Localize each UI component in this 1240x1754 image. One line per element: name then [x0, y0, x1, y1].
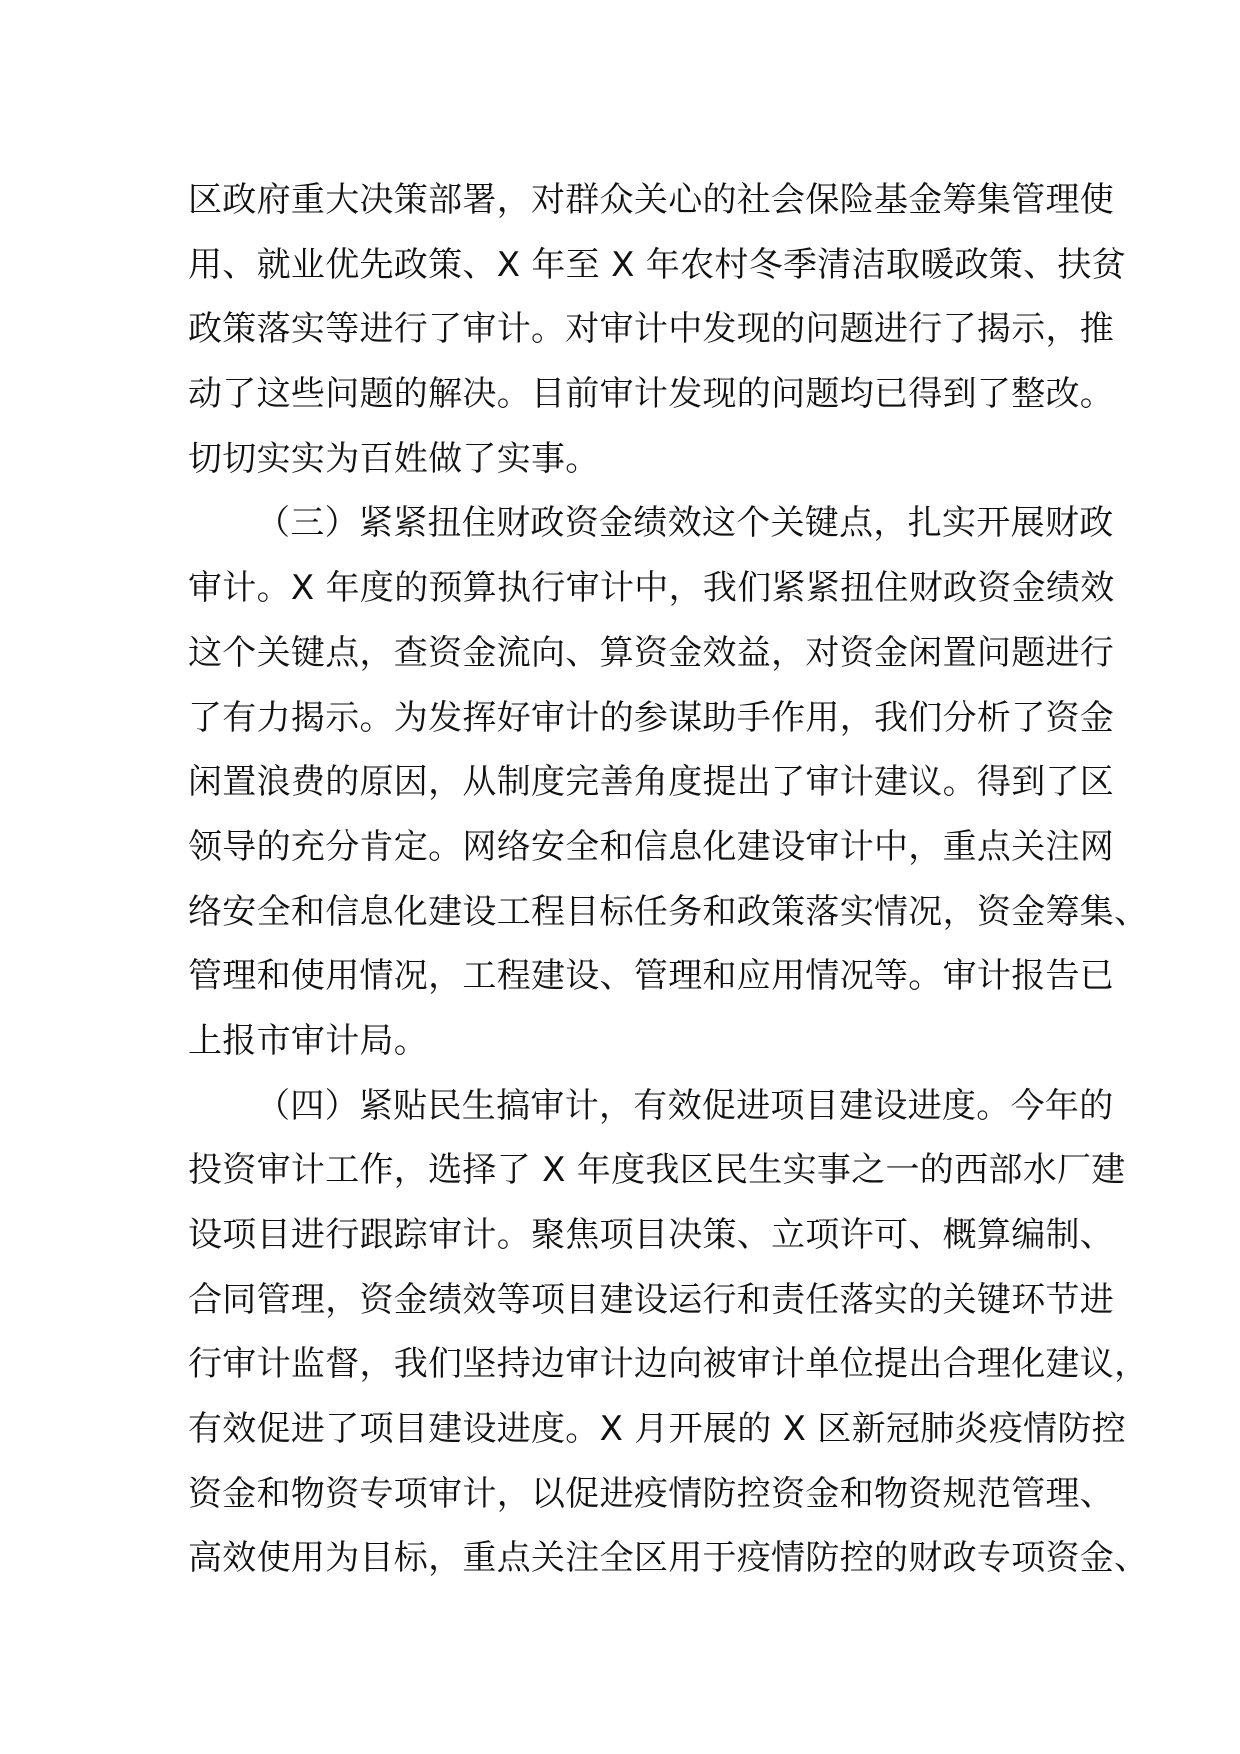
text-line: 这个关键点，查资金流向、算资金效益，对资金闲置问题进行	[188, 632, 1115, 673]
document-body	[188, 168, 1149, 1591]
text-line: 合同管理，资金绩效等项目建设运行和责任落实的关键环节进	[188, 1279, 1115, 1320]
text-line: 设项目进行跟踪审计。聚焦项目决策、立项许可、概算编制、	[188, 1215, 1115, 1255]
text-line: 了有力揭示。为发挥好审计的参谋助手作用，我们分析了资金	[188, 697, 1115, 738]
text-line: 高效使用为目标，重点关注全区用于疫情防控的财政专项资金、	[188, 1538, 1149, 1579]
text-line: 投资审计工作，选择了 X 年度我区民生实事之一的西部水厂建	[188, 1150, 1126, 1191]
section-heading-line: （三）紧紧扭住财政资金绩效这个关键点，扎实开展财政	[256, 503, 1114, 544]
text-line: 动了这些问题的解决。目前审计发现的问题均已得到了整改。	[188, 374, 1115, 415]
text-line: 有效促进了项目建设进度。X 月开展的 X 区新冠肺炎疫情防控	[188, 1409, 1127, 1450]
text-line: 络安全和信息化建设工程目标任务和政策落实情况，资金筹集、	[188, 891, 1149, 932]
text-line: 闲置浪费的原因，从制度完善角度提出了审计建议。得到了区	[188, 762, 1115, 803]
section-heading-line: （四）紧贴民生搞审计，有效促进项目建设进度。今年的	[256, 1085, 1114, 1126]
text-line: 管理和使用情况，工程建设、管理和应用情况等。审计报告已	[188, 956, 1115, 997]
text-line: 行审计监督，我们坚持边审计边向被审计单位提出合理化建议，	[188, 1344, 1149, 1385]
text-line: 区政府重大决策部署，对群众关心的社会保险基金筹集管理使	[188, 180, 1115, 220]
text-line: 领导的充分肯定。网络安全和信息化建设审计中，重点关注网	[188, 826, 1115, 867]
text-line: 审计。X 年度的预算执行审计中，我们紧紧扭住财政资金绩效	[188, 568, 1115, 609]
text-line: 上报市审计局。	[188, 1020, 429, 1061]
text-line: 用、就业优先政策、X 年至 X 年农村冬季清洁取暖政策、扶贫	[188, 244, 1127, 285]
text-line: 资金和物资专项审计，以促进疫情防控资金和物资规范管理、	[188, 1473, 1115, 1514]
text-line: 政策落实等进行了审计。对审计中发现的问题进行了揭示，推	[188, 309, 1115, 350]
text-line: 切切实实为百姓做了实事。	[188, 438, 600, 479]
